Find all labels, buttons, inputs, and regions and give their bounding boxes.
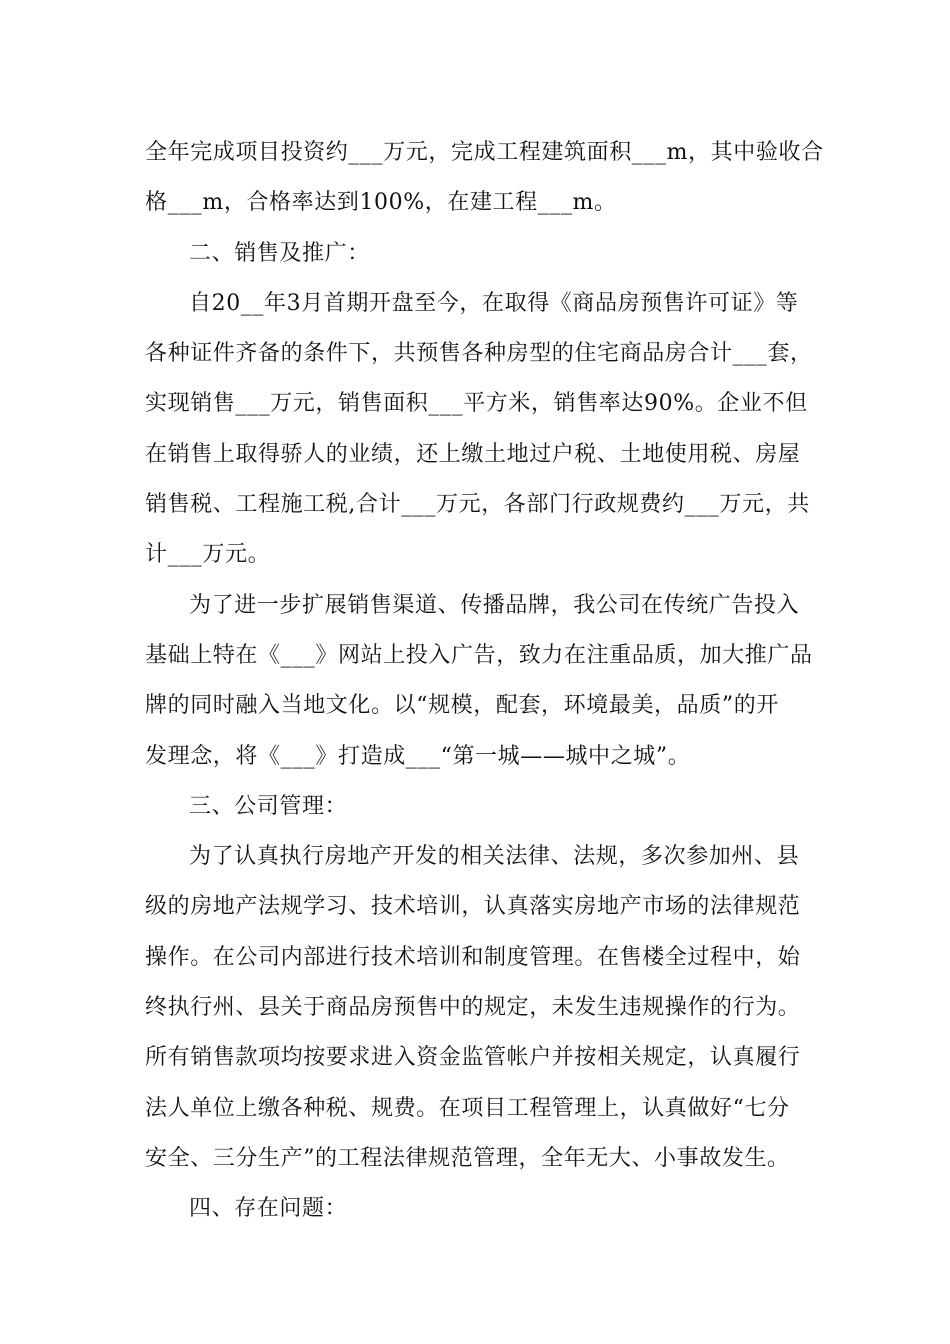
text-line: 基础上特在《___》网站上投入广告，致力在注重品质，加大推广品	[145, 642, 813, 668]
text-line: 发理念，将《___》打造成___“第一城——城中之城”。	[145, 743, 691, 769]
section-heading: 三、公司管理：	[189, 793, 348, 819]
text-line: 自20__年3月首期开盘至今，在取得《商品房预售许可证》等	[189, 290, 799, 316]
text-line: 级的房地产法规学习、技术培训，认真落实房地产市场的法律规范	[145, 894, 801, 920]
paragraph-branding	[145, 581, 813, 782]
text-line: 格___m，合格率达到100%，在建工程___m。	[145, 190, 617, 216]
heading-sales-promotion	[145, 229, 807, 279]
document-body	[145, 128, 824, 1235]
text-line: 法人单位上缴各种税、规费。在项目工程管理上，认真做好“七分	[145, 1095, 790, 1121]
section-heading: 四、存在问题：	[189, 1196, 348, 1222]
text-line: 终执行州、县关于商品房预售中的规定，未发生违规操作的行为。	[145, 995, 801, 1021]
paragraph-sales	[145, 279, 813, 581]
text-line: 所有销售款项均按要求进入资金监管帐户并按相关规定，认真履行	[145, 1045, 801, 1071]
paragraph-management	[145, 832, 807, 1184]
text-line: 实现销售___万元，销售面积___平方米，销售率达90%。企业不但	[145, 391, 808, 417]
text-line: 销售税、工程施工税,合计___万元，各部门行政规费约___万元，共	[145, 492, 810, 518]
section-heading: 二、销售及推广：	[189, 240, 370, 266]
text-line: 各种证件齐备的条件下，共预售各种房型的住宅商品房合计___套，	[145, 341, 813, 367]
text-line: 安全、三分生产”的工程法律规范管理，全年无大、小事故发生。	[145, 1145, 790, 1171]
text-line: 全年完成项目投资约___万元，完成工程建筑面积___m，其中验收合	[145, 140, 824, 165]
heading-company-management	[145, 782, 807, 832]
text-line: 牌的同时融入当地文化。以“规模，配套，环境最美，品质”的开	[145, 693, 779, 719]
text-line: 操作。在公司内部进行技术培训和制度管理。在售楼全过程中，始	[145, 944, 801, 970]
text-line: 计___万元。	[145, 542, 271, 568]
text-line: 为了认真执行房地产开发的相关法律、法规，多次参加州、县	[189, 844, 800, 870]
paragraph-investment	[145, 128, 824, 229]
text-line: 在销售上取得骄人的业绩，还上缴土地过户税、土地使用税、房屋	[145, 441, 801, 467]
heading-existing-problems	[145, 1184, 807, 1234]
text-line: 为了进一步扩展销售渠道、传播品牌，我公司在传统广告投入	[189, 592, 800, 618]
